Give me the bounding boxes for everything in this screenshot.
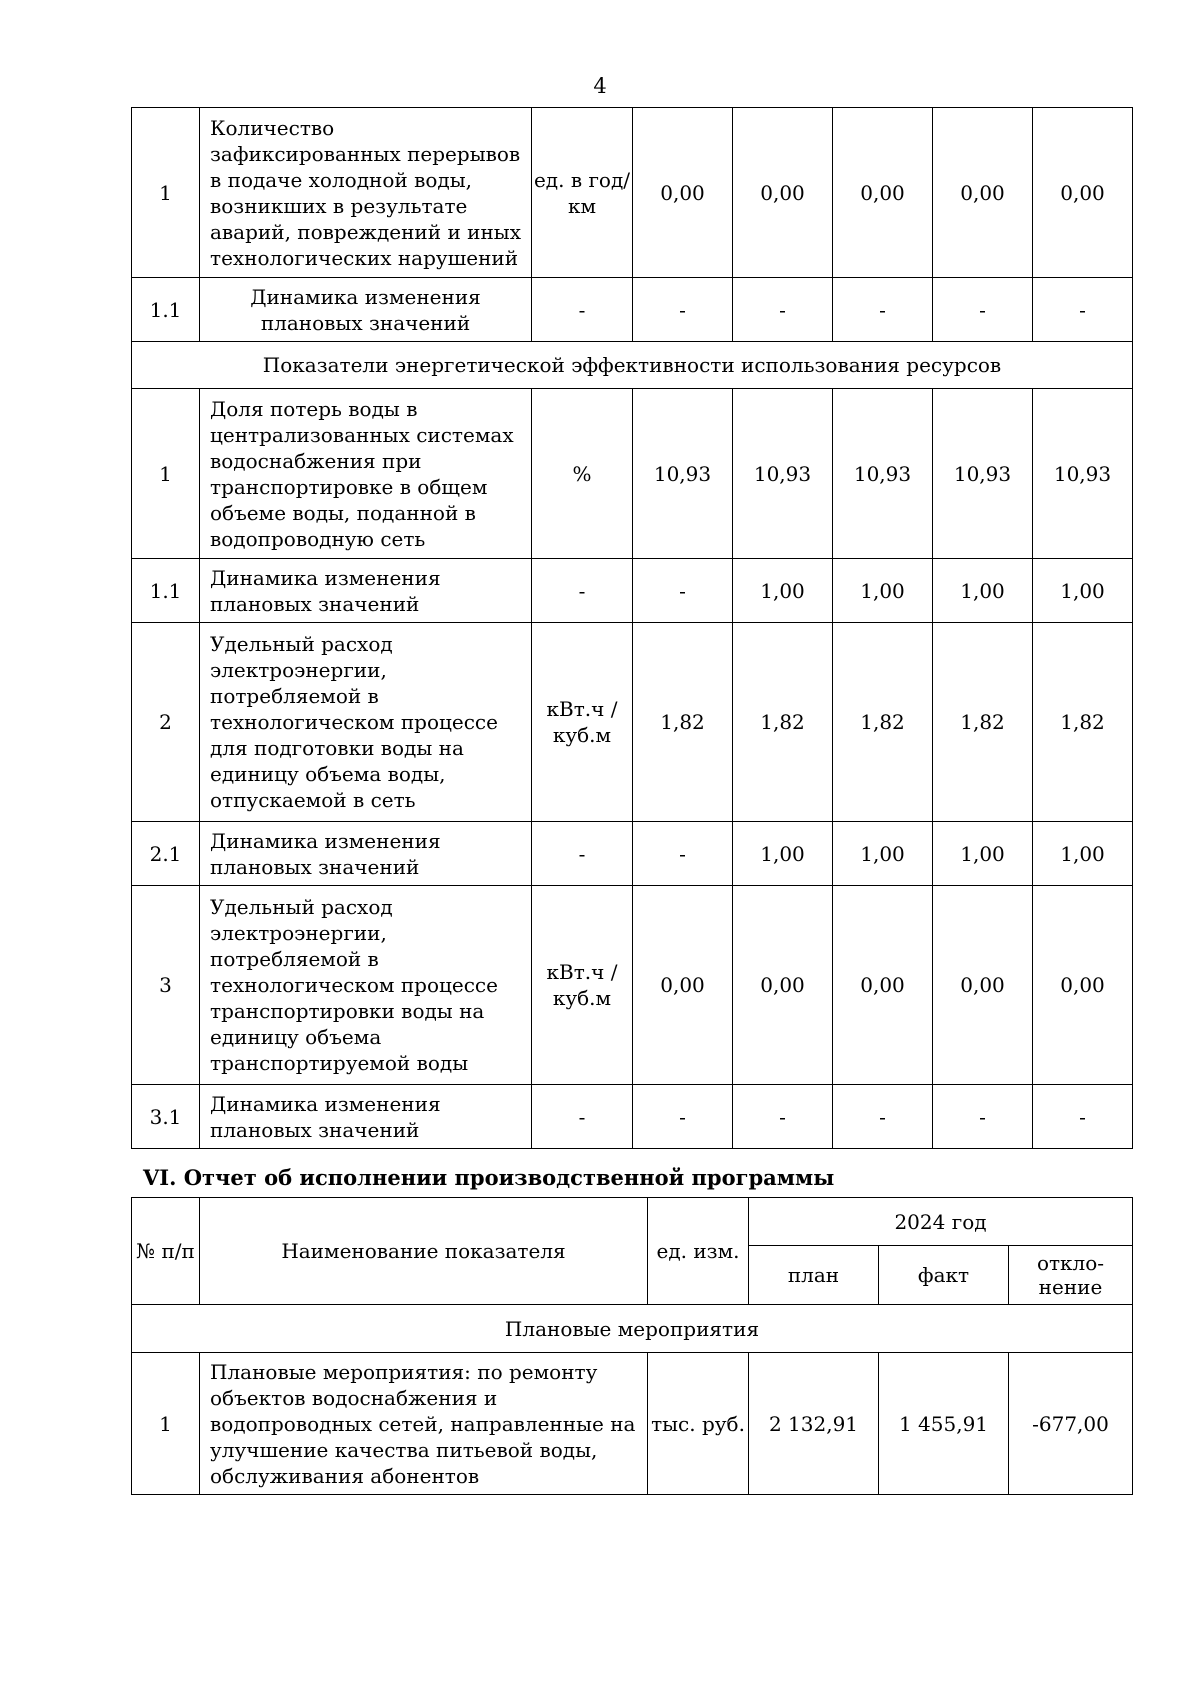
section-title: Плановые мероприятия <box>132 1305 1133 1353</box>
value-cell: 0,00 <box>933 108 1033 278</box>
header-year: 2024 год <box>749 1198 1133 1246</box>
row-number: 1 <box>132 1353 200 1495</box>
value-cell: 1,00 <box>733 822 833 886</box>
value-cell: 1,00 <box>933 559 1033 623</box>
table-row <box>132 389 1133 559</box>
value-cell: - <box>633 822 733 886</box>
value-cell: 1,82 <box>1033 623 1133 822</box>
value-cell: 10,93 <box>1033 389 1133 559</box>
value-cell: 0,00 <box>833 108 933 278</box>
row-number: 1.1 <box>132 559 200 623</box>
row-number: 1 <box>132 389 200 559</box>
value-cell: - <box>733 1085 833 1149</box>
unit-cell: - <box>532 822 633 886</box>
section-row <box>132 1305 1133 1353</box>
unit-cell: - <box>532 278 633 342</box>
unit-cell: ед. в год/ км <box>532 108 633 278</box>
table-row <box>132 1085 1133 1149</box>
table-row <box>132 822 1133 886</box>
value-cell: - <box>1033 1085 1133 1149</box>
header-num: № п/п <box>132 1198 200 1305</box>
header-fact: факт <box>879 1246 1009 1305</box>
unit-cell: - <box>532 559 633 623</box>
value-cell: 1,82 <box>833 623 933 822</box>
value-cell: 10,93 <box>733 389 833 559</box>
value-cell: 1,82 <box>933 623 1033 822</box>
unit-cell: кВт.ч / куб.м <box>532 886 633 1085</box>
header-row <box>132 1198 1133 1246</box>
indicator-name: Удельный расход электроэнергии, потребляемой в технологическом процессе транспортировки воды на единицу объема транспортируемой воды <box>200 886 532 1085</box>
table-row <box>132 559 1133 623</box>
value-cell: 0,00 <box>933 886 1033 1085</box>
indicator-name: Динамика изменения плановых значений <box>200 1085 532 1149</box>
value-cell: 0,00 <box>733 886 833 1085</box>
indicator-name: Динамика изменения плановых значений <box>200 278 532 342</box>
header-unit: ед. изм. <box>648 1198 749 1305</box>
indicator-name: Количество зафиксированных перерывов в подаче холодной воды, возникших в результате аварий, повреждений и иных технологических нарушений <box>200 108 532 278</box>
value-cell: 0,00 <box>833 886 933 1085</box>
header-name: Наименование показателя <box>200 1198 648 1305</box>
value-cell: - <box>1033 278 1133 342</box>
value-cell: 1,00 <box>1033 559 1133 623</box>
indicator-name: Плановые мероприятия: по ремонту объектов водоснабжения и водопроводных сетей, направленные на улучшение качества питьевой воды, обслуживания абонентов <box>200 1353 648 1495</box>
value-cell: - <box>933 1085 1033 1149</box>
unit-cell: - <box>532 1085 633 1149</box>
value-cell: 1,00 <box>933 822 1033 886</box>
value-cell: 1,00 <box>1033 822 1133 886</box>
value-cell: 1,82 <box>733 623 833 822</box>
page-number: 4 <box>593 74 607 98</box>
value-cell: 10,93 <box>633 389 733 559</box>
indicator-name: Удельный расход электроэнергии, потребляемой в технологическом процессе для подготовки воды на единицу объема воды, отпускаемой в сеть <box>200 623 532 822</box>
row-number: 3 <box>132 886 200 1085</box>
row-number: 2 <box>132 623 200 822</box>
value-cell: 0,00 <box>1033 108 1133 278</box>
value-cell: 1,00 <box>833 559 933 623</box>
value-cell: 0,00 <box>733 108 833 278</box>
row-number: 2.1 <box>132 822 200 886</box>
table-row <box>132 108 1133 278</box>
value-cell: - <box>933 278 1033 342</box>
row-number: 3.1 <box>132 1085 200 1149</box>
program-report-table <box>131 1197 1133 1495</box>
unit-cell: тыс. руб. <box>648 1353 749 1495</box>
value-cell: 10,93 <box>833 389 933 559</box>
table-row <box>132 1353 1133 1495</box>
fact-value: 1 455,91 <box>879 1353 1009 1495</box>
section-vi-heading: VI. Отчет об исполнении производственной программы <box>143 1165 835 1190</box>
plan-value: 2 132,91 <box>749 1353 879 1495</box>
row-number: 1 <box>132 108 200 278</box>
value-cell: 1,00 <box>833 822 933 886</box>
value-cell: - <box>833 1085 933 1149</box>
indicator-name: Динамика изменения плановых значений <box>200 559 532 623</box>
value-cell: - <box>633 559 733 623</box>
value-cell: - <box>833 278 933 342</box>
deviation-value: -677,00 <box>1009 1353 1133 1495</box>
indicator-name: Доля потерь воды в централизованных системах водоснабжения при транспортировке в общем объеме воды, поданной в водопроводную сеть <box>200 389 532 559</box>
row-number: 1.1 <box>132 278 200 342</box>
value-cell: 1,00 <box>733 559 833 623</box>
value-cell: 0,00 <box>633 108 733 278</box>
value-cell: - <box>733 278 833 342</box>
section-row <box>132 342 1133 389</box>
value-cell: 10,93 <box>933 389 1033 559</box>
value-cell: - <box>633 1085 733 1149</box>
header-plan: план <box>749 1246 879 1305</box>
indicators-table <box>131 107 1133 1149</box>
table-row <box>132 278 1133 342</box>
unit-cell: % <box>532 389 633 559</box>
unit-cell: кВт.ч / куб.м <box>532 623 633 822</box>
value-cell: 1,82 <box>633 623 733 822</box>
table-row <box>132 886 1133 1085</box>
indicator-name: Динамика изменения плановых значений <box>200 822 532 886</box>
value-cell: - <box>633 278 733 342</box>
section-title: Показатели энергетической эффективности использования ресурсов <box>132 342 1133 389</box>
table-row <box>132 623 1133 822</box>
header-deviation: откло-нение <box>1009 1246 1133 1305</box>
value-cell: 0,00 <box>1033 886 1133 1085</box>
value-cell: 0,00 <box>633 886 733 1085</box>
